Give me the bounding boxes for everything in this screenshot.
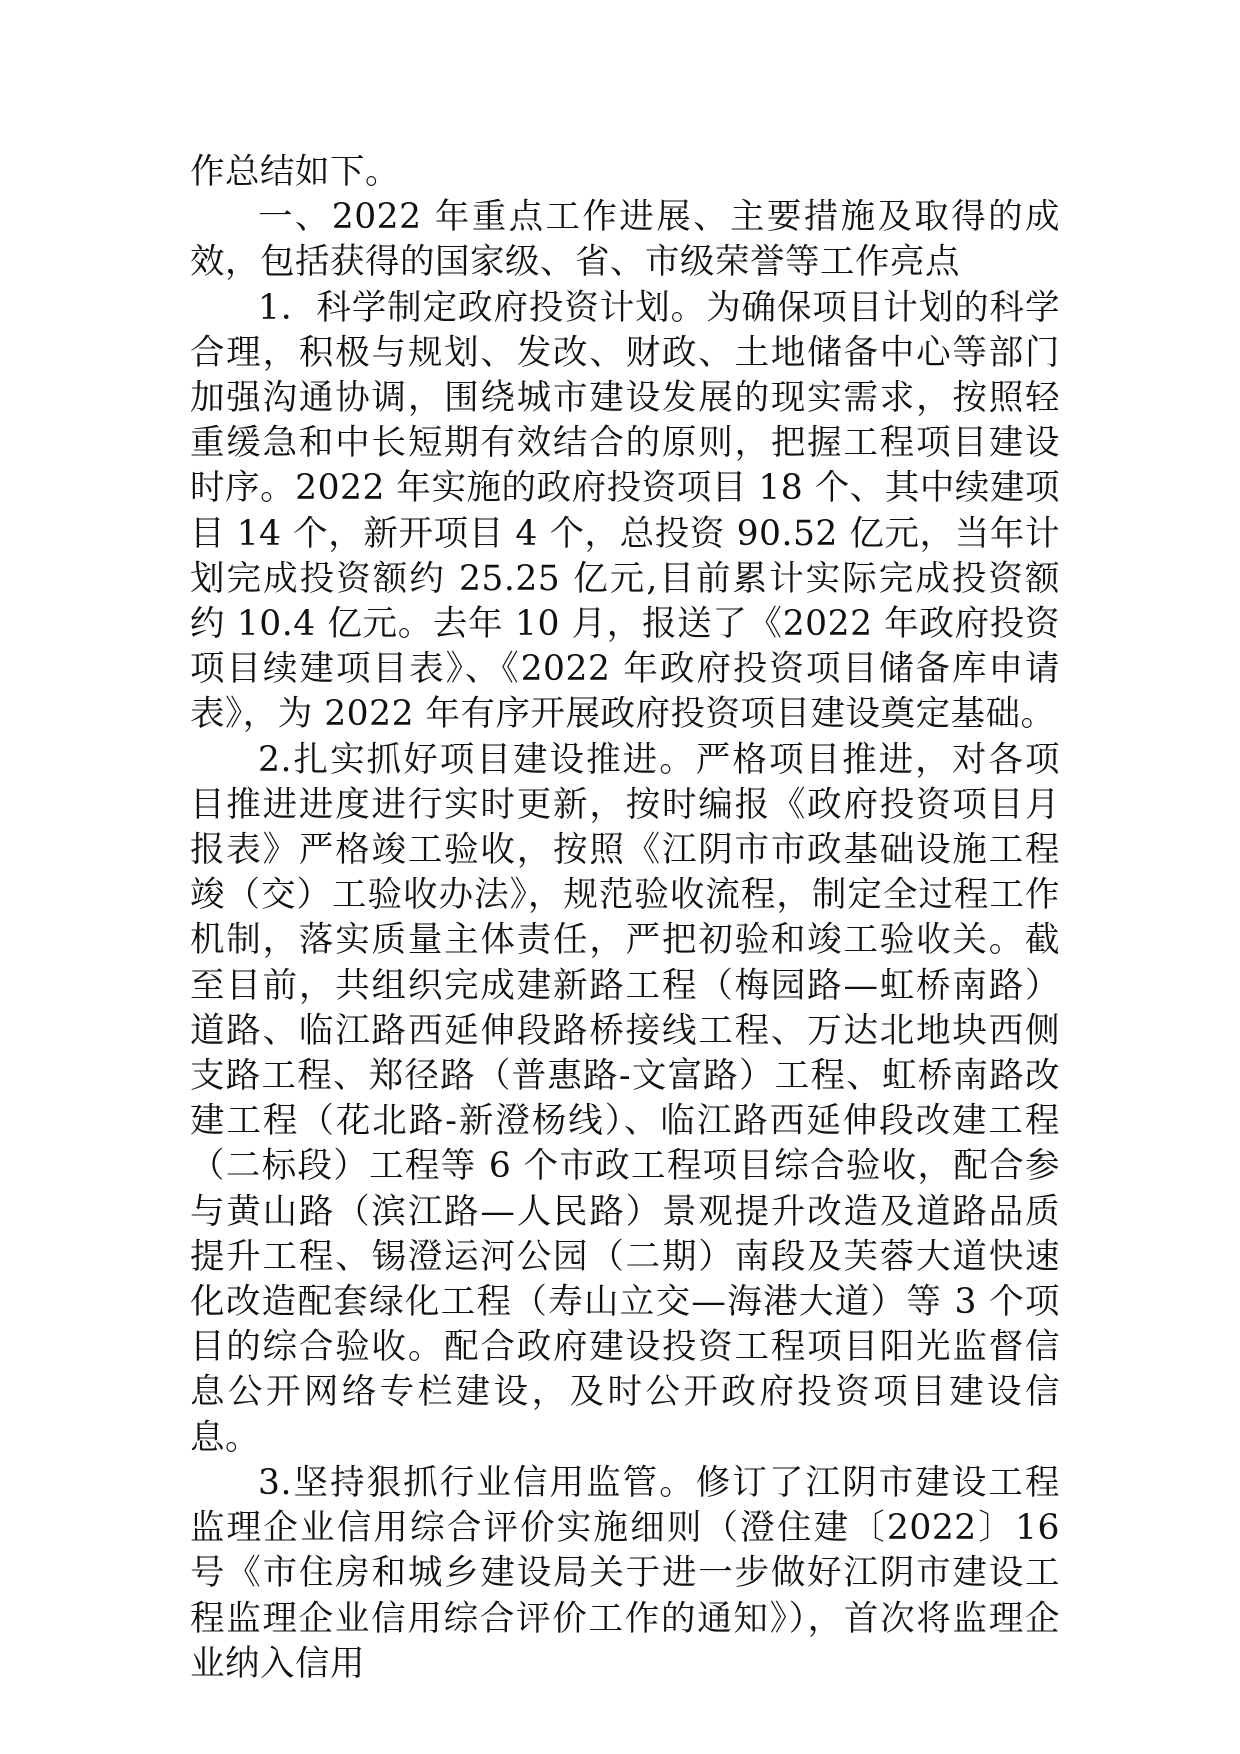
paragraph-investment-plan: 1．科学制定政府投资计划。为确保项目计划的科学合理，积极与规划、发改、财政、土地储备中心等部门加强沟通协调，围绕城市建设发展的现实需求，按照轻重缓急和中长短期有效结合的原则，把握工程项目建设时序。2022 年实施的政府投资项目 18 个、其中续建项目 14 个，新开项目 4 个，总投资 90.52 亿元，当年计划完成投资额约 25.25 亿元,目前累计实际完成投资额约 10.4 亿元。去年 10 月，报送了《2022 年政府投资项目续建项目表》、《2022 年政府投资项目储备库申请表》，为 2022 年有序开展政府投资项目建设奠定基础。 <box>190 287 1060 735</box>
document-body <box>190 150 1060 1687</box>
paragraph-project-construction: 2.扎实抓好项目建设推进。严格项目推进，对各项目推进进度进行实时更新，按时编报《政府投资项目月报表》严格竣工验收，按照《江阴市市政基础设施工程竣（交）工验收办法》，规范验收流程，制定全过程工作机制，落实质量主体责任，严把初验和竣工验收关。截至目前，共组织完成建新路工程（梅园路—虹桥南路）道路、临江路西延伸段路桥接线工程、万达北地块西侧支路工程、郑径路（普惠路-文富路）工程、虹桥南路改建工程（花北路-新澄杨线）、临江路西延伸段改建工程（二标段）工程等 6 个市政工程项目综合验收，配合参与黄山路（滨江路—人民路）景观提升改造及道路品质提升工程、锡澄运河公园（二期）南段及芙蓉大道快速化改造配套绿化工程（寿山立交—海港大道）等 3 个项目的综合验收。配合政府建设投资工程项目阳光监督信息公开网络专栏建设，及时公开政府投资项目建设信息。 <box>190 739 1060 1458</box>
paragraph-credit-supervision: 3.坚持狠抓行业信用监管。修订了江阴市建设工程监理企业信用综合评价实施细则（澄住建〔2022〕16 号《市住房和城乡建设局关于进一步做好江阴市建设工程监理企业信用综合评价工作的通知》），首次将监理企业纳入信用 <box>190 1462 1060 1684</box>
section-heading: 一、2022 年重点工作进展、主要措施及取得的成效，包括获得的国家级、省、市级荣誉等工作亮点 <box>190 197 1060 283</box>
paragraph-intro-ending: 作总结如下。 <box>190 152 400 192</box>
